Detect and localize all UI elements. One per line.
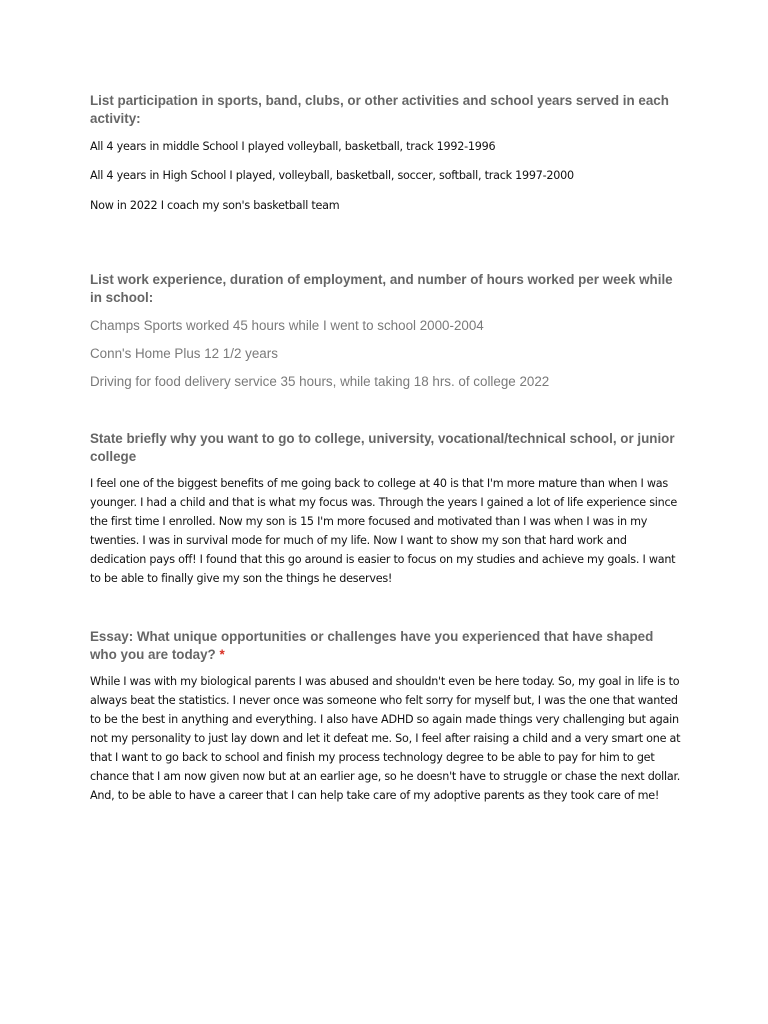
activities-answer-2: All 4 years in High School I played, volleyball, basketball, soccer, softball, track 1997-2000 xyxy=(90,169,574,182)
activities-question: List participation in sports, band, clubs, or other activities and school years served in each activity: xyxy=(90,93,669,126)
activities-answer-1: All 4 years in middle School I played volleyball, basketball, track 1992-1996 xyxy=(90,140,496,153)
essay-answer: While I was with my biological parents I was abused and shouldn't even be here today. So, my goal in life is to always beat the statistics. I never once was someone who felt sorry for myself but, I was the one that wanted to be the best in anything and everything. I also have ADHD so again made things very challenging but again not my personality to just lay down and let it defeat me. So, I feel after raising a child and a very smart one at that I want to go back to school and finish my process technology degree to be able to pay for him to get chance that I am now given now but at an earlier age, so he doesn't have to struggle or chase the next dollar. And, to be able to have a career that I can help take care of my adoptive parents as they took care of me! xyxy=(90,675,681,802)
work-answer-2: Conn's Home Plus 12 1/2 years xyxy=(90,346,278,361)
required-marker: * xyxy=(219,647,225,662)
work-answer-1: Champs Sports worked 45 hours while I went to school 2000-2004 xyxy=(90,318,484,333)
activities-answer-3: Now in 2022 I coach my son's basketball team xyxy=(90,199,340,212)
work-question: List work experience, duration of employment, and number of hours worked per week while in school: xyxy=(90,272,673,305)
essay-question-text: Essay: What unique opportunities or challenges have you experienced that have shaped who you are today? xyxy=(90,629,654,662)
college-question: State briefly why you want to go to college, university, vocational/technical school, or junior college xyxy=(90,431,675,464)
work-answer-3: Driving for food delivery service 35 hours, while taking 18 hrs. of college 2022 xyxy=(90,374,550,389)
essay-question xyxy=(90,628,680,664)
college-answer: I feel one of the biggest benefits of me going back to college at 40 is that I'm more mature than when I was younger. I had a child and that is what my focus was. Through the years I gained a lot of life experience since the first time I enrolled. Now my son is 15 I'm more focused and motivated than I was when I was in my twenties. I was in survival mode for much of my life. Now I want to show my son that hard work and dedication pays off! I found that this go around is easier to focus on my studies and achieve my goals. I want to be able to finally give my son the things he deserves! xyxy=(90,477,678,585)
